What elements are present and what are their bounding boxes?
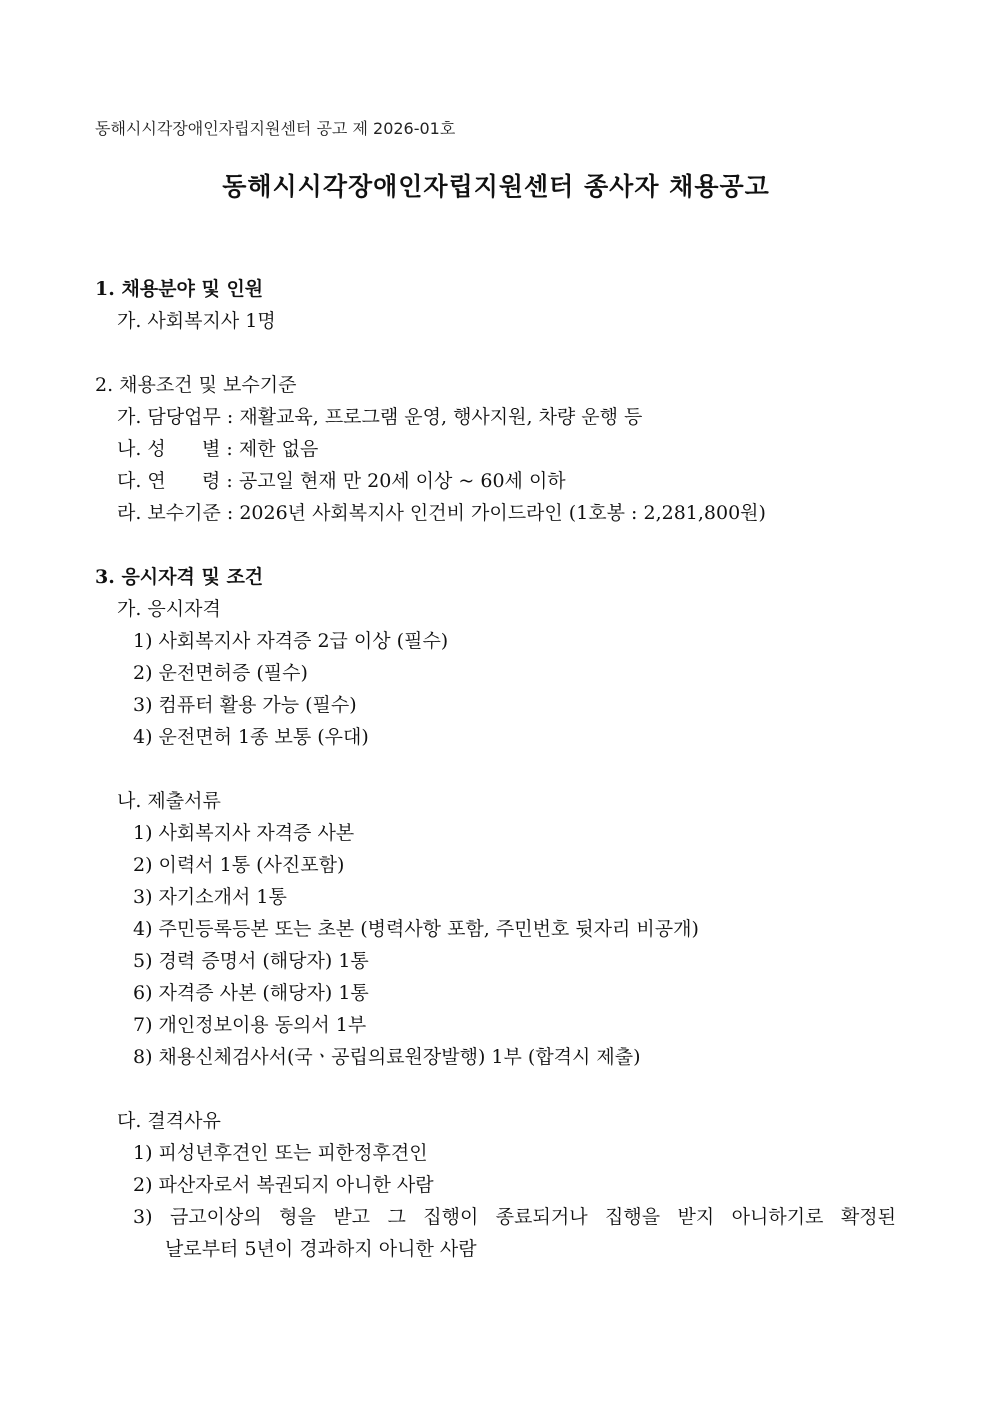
document-item-3: 3) 자기소개서 1통 bbox=[133, 886, 287, 908]
notice-number: 동해시시각장애인자립지원센터 공고 제 2026-01호 bbox=[95, 119, 456, 138]
disqualification-item-3 bbox=[133, 1205, 896, 1229]
item-3-word: 3) bbox=[133, 1206, 153, 1228]
section-2-item-2: 나. 성 별 : 제한 없음 bbox=[117, 438, 319, 460]
section-2-item-3: 다. 연 령 : 공고일 현재 만 20세 이상 ~ 60세 이하 bbox=[117, 470, 566, 492]
section-2-item-4: 라. 보수기준 : 2026년 사회복지사 인건비 가이드라인 (1호봉 : 2,281,800원) bbox=[117, 502, 766, 524]
item-3-word: 확정된 bbox=[840, 1206, 896, 1228]
document-item-1: 1) 사회복지사 자격증 사본 bbox=[133, 822, 355, 844]
page-title: 동해시시각장애인자립지원센터 종사자 채용공고 bbox=[222, 172, 770, 201]
subsection-disqualifications-label: 다. 결격사유 bbox=[117, 1110, 221, 1132]
document-item-5: 5) 경력 증명서 (해당자) 1통 bbox=[133, 950, 369, 972]
document-item-6: 6) 자격증 사본 (해당자) 1통 bbox=[133, 982, 369, 1004]
section-3-heading: 3. 응시자격 및 조건 bbox=[95, 566, 264, 588]
qualification-item-3: 3) 컴퓨터 활용 가능 (필수) bbox=[133, 694, 357, 716]
document-item-7: 7) 개인정보이용 동의서 1부 bbox=[133, 1014, 367, 1036]
subsection-documents-label: 나. 제출서류 bbox=[117, 790, 221, 812]
item-3-word: 받지 bbox=[677, 1206, 715, 1228]
document-item-2: 2) 이력서 1통 (사진포함) bbox=[133, 854, 345, 876]
item-3-word: 집행을 bbox=[605, 1206, 661, 1228]
item-3-word: 집행이 bbox=[423, 1206, 479, 1228]
disqualification-item-3-continuation: 날로부터 5년이 경과하지 아니한 사람 bbox=[165, 1238, 477, 1260]
qualification-item-2: 2) 운전면허증 (필수) bbox=[133, 662, 308, 684]
document-item-8: 8) 채용신체검사서(국ㆍ공립의료원장발행) 1부 (합격시 제출) bbox=[133, 1046, 641, 1068]
disqualification-item-2: 2) 파산자로서 복권되지 아니한 사람 bbox=[133, 1174, 434, 1196]
item-3-word: 받고 bbox=[333, 1206, 371, 1228]
section-2-item-1: 가. 담당업무 : 재활교육, 프로그램 운영, 행사지원, 차량 운행 등 bbox=[117, 406, 643, 428]
disqualification-item-1: 1) 피성년후견인 또는 피한정후견인 bbox=[133, 1142, 428, 1164]
document-item-4: 4) 주민등록등본 또는 초본 (병력사항 포함, 주민번호 뒷자리 비공개) bbox=[133, 918, 699, 940]
subsection-qualifications-label: 가. 응시자격 bbox=[117, 598, 221, 620]
item-3-word: 종료되거나 bbox=[495, 1206, 588, 1228]
item-3-word: 형을 bbox=[279, 1206, 316, 1228]
section-1-item-1: 가. 사회복지사 1명 bbox=[117, 310, 276, 332]
item-3-word: 금고이상의 bbox=[169, 1206, 262, 1228]
section-2-heading: 2. 채용조건 및 보수기준 bbox=[95, 374, 297, 396]
item-3-word: 그 bbox=[387, 1206, 406, 1228]
item-3-word: 아니하기로 bbox=[731, 1206, 824, 1228]
qualification-item-1: 1) 사회복지사 자격증 2급 이상 (필수) bbox=[133, 630, 449, 652]
qualification-item-4: 4) 운전면허 1종 보통 (우대) bbox=[133, 726, 369, 748]
section-1-heading: 1. 채용분야 및 인원 bbox=[95, 278, 264, 300]
